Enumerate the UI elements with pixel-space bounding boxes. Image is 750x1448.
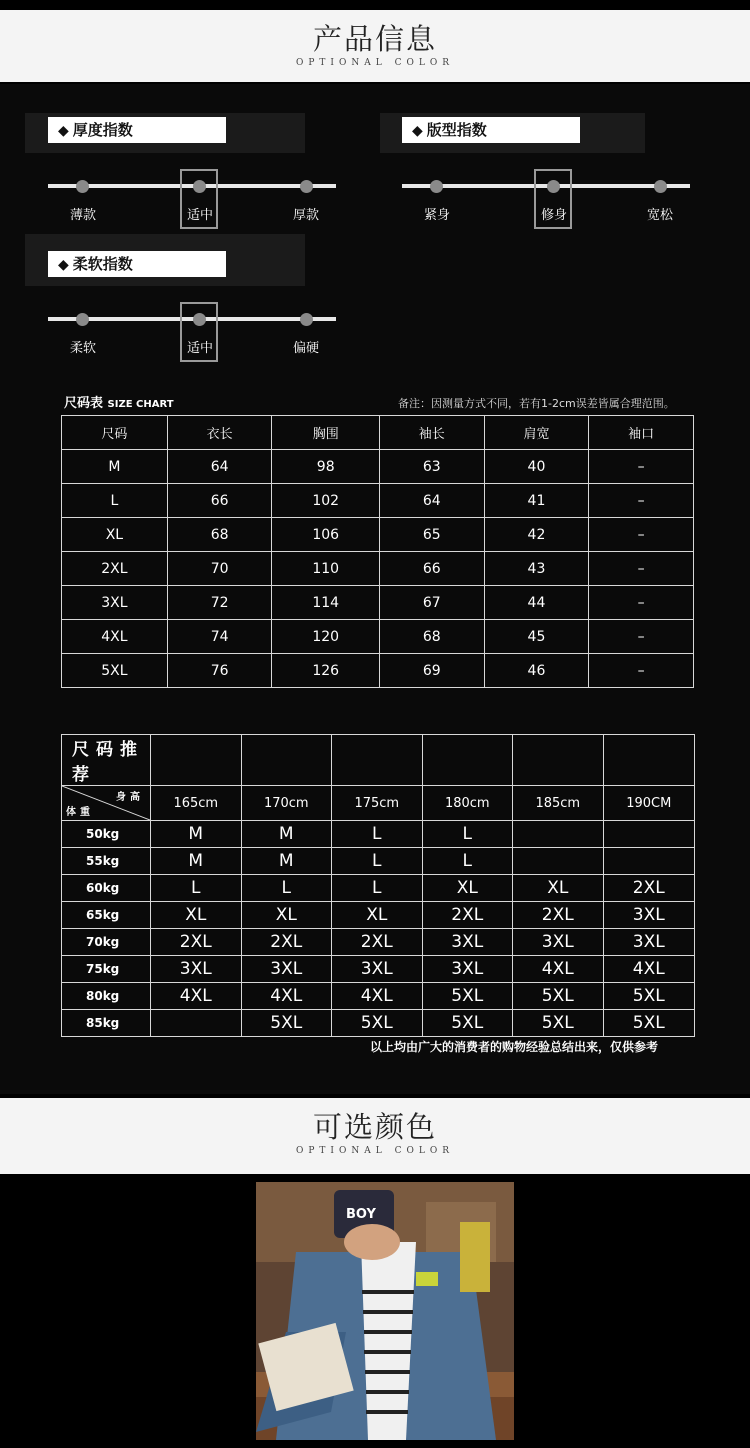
empty-cell xyxy=(603,735,695,786)
size-chart-cell: – xyxy=(589,654,694,688)
recommend-size-cell: 4XL xyxy=(603,956,695,983)
size-chart-cell: 45 xyxy=(484,620,589,654)
weight-cell: 65kg xyxy=(62,902,151,929)
recommend-size-cell: 4XL xyxy=(513,956,604,983)
recommend-size-cell: L xyxy=(151,875,242,902)
recommend-size-cell: 3XL xyxy=(422,929,513,956)
weight-cell: 85kg xyxy=(62,1010,151,1037)
recommend-size-cell xyxy=(603,821,695,848)
recommend-size-cell: 3XL xyxy=(513,929,604,956)
size-chart-cell: 44 xyxy=(484,586,589,620)
recommend-size-cell: 4XL xyxy=(241,983,332,1010)
size-recommend-table xyxy=(61,734,695,1037)
size-chart-title-cn: 尺码表 xyxy=(64,396,104,411)
size-chart-cell: – xyxy=(589,552,694,586)
size-chart-header-cell: 胸围 xyxy=(272,416,379,450)
section-subtitle: OPTIONAL COLOR xyxy=(296,58,454,68)
empty-cell xyxy=(332,735,423,786)
recommend-size-cell: 2XL xyxy=(332,929,423,956)
table-row xyxy=(62,450,694,484)
weight-cell: 70kg xyxy=(62,929,151,956)
phone-case-text: BOY xyxy=(346,1207,376,1222)
size-chart-cell: 110 xyxy=(272,552,379,586)
weight-cell: 80kg xyxy=(62,983,151,1010)
size-chart-header-cell: 肩宽 xyxy=(484,416,589,450)
height-label: 身高 xyxy=(116,792,144,803)
recommend-size-cell xyxy=(513,821,604,848)
size-chart-cell: M xyxy=(62,450,168,484)
table-row xyxy=(62,875,695,902)
recommend-size-cell: 5XL xyxy=(513,983,604,1010)
diamond-icon: ◆ xyxy=(58,123,69,139)
recommend-size-cell: L xyxy=(332,821,423,848)
size-chart-cell: L xyxy=(62,484,168,518)
size-chart-cell: 68 xyxy=(379,620,484,654)
size-chart-cell: 64 xyxy=(167,450,272,484)
recommend-title-row xyxy=(62,735,695,786)
option-label-selected: 修身 xyxy=(540,208,567,223)
empty-cell xyxy=(151,735,242,786)
size-chart-header-cell: 袖长 xyxy=(379,416,484,450)
table-row xyxy=(62,620,694,654)
top-strip xyxy=(0,0,750,10)
size-chart-cell: 46 xyxy=(484,654,589,688)
size-chart-cell: 65 xyxy=(379,518,484,552)
option-label: 宽松 xyxy=(646,208,673,223)
option-label: 偏硬 xyxy=(292,341,319,356)
table-row xyxy=(62,484,694,518)
recommend-size-cell: M xyxy=(151,848,242,875)
size-chart-cell: XL xyxy=(62,518,168,552)
slider-dot xyxy=(76,313,89,326)
weight-cell: 75kg xyxy=(62,956,151,983)
height-header-cell: 175cm xyxy=(332,786,423,821)
size-chart-cell: 43 xyxy=(484,552,589,586)
label-text: 厚度指数 xyxy=(72,121,133,139)
option-label: 紧身 xyxy=(423,208,450,223)
height-header-cell: 190CM xyxy=(603,786,695,821)
section-title: 产品信息 xyxy=(312,22,437,56)
recommend-size-cell: XL xyxy=(422,875,513,902)
size-chart-cell: 2XL xyxy=(62,552,168,586)
table-row xyxy=(62,956,695,983)
table-row xyxy=(62,518,694,552)
recommend-size-cell: M xyxy=(241,821,332,848)
table-row xyxy=(62,654,694,688)
size-chart-cell: 72 xyxy=(167,586,272,620)
option-label-selected: 适中 xyxy=(186,208,213,223)
recommend-size-cell: 5XL xyxy=(603,983,695,1010)
size-chart-cell: 102 xyxy=(272,484,379,518)
table-row xyxy=(62,586,694,620)
size-chart-cell: – xyxy=(589,450,694,484)
recommend-size-cell: 5XL xyxy=(241,1010,332,1037)
table-row xyxy=(62,848,695,875)
section-banner-color xyxy=(0,1098,750,1174)
recommend-size-cell: 2XL xyxy=(422,902,513,929)
empty-cell xyxy=(513,735,604,786)
table-row xyxy=(62,902,695,929)
recommend-title: 尺码推荐 xyxy=(62,735,151,786)
size-chart-cell: 66 xyxy=(379,552,484,586)
recommend-size-cell: 3XL xyxy=(603,929,695,956)
size-chart-cell: 40 xyxy=(484,450,589,484)
weight-cell: 50kg xyxy=(62,821,151,848)
size-chart-cell: 68 xyxy=(167,518,272,552)
recommend-size-cell: 2XL xyxy=(241,929,332,956)
softness-index-label xyxy=(48,251,226,277)
weight-cell: 55kg xyxy=(62,848,151,875)
recommend-size-cell: 3XL xyxy=(241,956,332,983)
recommend-size-cell: 3XL xyxy=(603,902,695,929)
size-chart-title xyxy=(64,392,174,411)
slider-dot xyxy=(300,313,313,326)
slider-dot xyxy=(76,180,89,193)
section-subtitle: OPTIONAL COLOR xyxy=(296,1146,454,1156)
size-chart-header-cell: 尺码 xyxy=(62,416,168,450)
recommend-size-cell: 5XL xyxy=(422,983,513,1010)
product-photo xyxy=(256,1182,514,1440)
weight-label: 体重 xyxy=(66,807,94,818)
recommend-size-cell: 2XL xyxy=(151,929,242,956)
recommend-size-cell: L xyxy=(332,848,423,875)
recommend-size-cell xyxy=(513,848,604,875)
table-row xyxy=(62,552,694,586)
fit-index-label xyxy=(402,117,580,143)
recommend-size-cell: 5XL xyxy=(332,1010,423,1037)
height-weight-corner xyxy=(62,786,151,821)
size-chart-cell: – xyxy=(589,586,694,620)
size-chart-cell: 98 xyxy=(272,450,379,484)
option-label: 薄款 xyxy=(69,208,96,223)
recommend-size-cell: 5XL xyxy=(513,1010,604,1037)
size-chart-cell: 63 xyxy=(379,450,484,484)
option-label-selected: 适中 xyxy=(186,341,213,356)
weight-cell: 60kg xyxy=(62,875,151,902)
size-chart-header-cell: 袖口 xyxy=(589,416,694,450)
recommend-size-cell: 2XL xyxy=(513,902,604,929)
thickness-index-label xyxy=(48,117,226,143)
table-header-row xyxy=(62,416,694,450)
recommend-size-cell: L xyxy=(332,875,423,902)
size-chart-cell: 106 xyxy=(272,518,379,552)
recommend-footnote: 以上均由广大的消费者的购物经验总结出来，仅供参考 xyxy=(370,1040,659,1054)
size-chart-cell: 5XL xyxy=(62,654,168,688)
size-chart-table xyxy=(61,415,694,688)
recommend-header-row xyxy=(62,786,695,821)
size-chart-cell: 126 xyxy=(272,654,379,688)
size-chart-cell: 120 xyxy=(272,620,379,654)
section-banner-info xyxy=(0,10,750,82)
size-chart-cell: 69 xyxy=(379,654,484,688)
label-text: 柔软指数 xyxy=(72,255,133,273)
recommend-size-cell: L xyxy=(422,821,513,848)
recommend-size-cell: 4XL xyxy=(151,983,242,1010)
size-chart-cell: 41 xyxy=(484,484,589,518)
size-chart-cell: 74 xyxy=(167,620,272,654)
slider-dot xyxy=(654,180,667,193)
recommend-size-cell: 4XL xyxy=(332,983,423,1010)
recommend-size-cell: L xyxy=(422,848,513,875)
slider-dot xyxy=(430,180,443,193)
recommend-size-cell: XL xyxy=(151,902,242,929)
recommend-size-cell: 5XL xyxy=(422,1010,513,1037)
diamond-icon: ◆ xyxy=(58,257,69,273)
size-chart-cell: 70 xyxy=(167,552,272,586)
size-chart-cell: 64 xyxy=(379,484,484,518)
empty-cell xyxy=(422,735,513,786)
table-row xyxy=(62,821,695,848)
recommend-size-cell: XL xyxy=(241,902,332,929)
option-label: 厚款 xyxy=(292,208,319,223)
recommend-size-cell: XL xyxy=(513,875,604,902)
recommend-size-cell: 3XL xyxy=(332,956,423,983)
label-text: 版型指数 xyxy=(426,121,487,139)
size-chart-cell: 67 xyxy=(379,586,484,620)
height-header-cell: 180cm xyxy=(422,786,513,821)
recommend-size-cell: M xyxy=(241,848,332,875)
size-chart-cell: – xyxy=(589,484,694,518)
size-chart-cell: 66 xyxy=(167,484,272,518)
section-title: 可选颜色 xyxy=(312,1110,437,1144)
size-chart-cell: 3XL xyxy=(62,586,168,620)
size-chart-cell: – xyxy=(589,620,694,654)
recommend-size-cell xyxy=(603,848,695,875)
recommend-size-cell: 2XL xyxy=(603,875,695,902)
recommend-size-cell: M xyxy=(151,821,242,848)
denim-jacket-illustration xyxy=(256,1182,514,1440)
height-header-cell: 185cm xyxy=(513,786,604,821)
size-chart-note: 备注：因测量方式不同，若有1-2cm误差皆属合理范围。 xyxy=(398,397,675,410)
size-chart-cell: 42 xyxy=(484,518,589,552)
table-row xyxy=(62,929,695,956)
table-row xyxy=(62,983,695,1010)
size-chart-cell: 4XL xyxy=(62,620,168,654)
height-header-cell: 170cm xyxy=(241,786,332,821)
recommend-size-cell: 5XL xyxy=(603,1010,695,1037)
recommend-size-cell: 3XL xyxy=(151,956,242,983)
height-header-cell: 165cm xyxy=(151,786,242,821)
empty-cell xyxy=(241,735,332,786)
recommend-size-cell xyxy=(151,1010,242,1037)
recommend-size-cell: 3XL xyxy=(422,956,513,983)
option-label: 柔软 xyxy=(69,341,96,356)
recommend-size-cell: XL xyxy=(332,902,423,929)
recommend-size-cell: L xyxy=(241,875,332,902)
slider-dot xyxy=(300,180,313,193)
size-chart-cell: 76 xyxy=(167,654,272,688)
table-row xyxy=(62,1010,695,1037)
size-chart-cell: 114 xyxy=(272,586,379,620)
size-chart-title-en: SIZE CHART xyxy=(107,399,174,410)
size-chart-header-cell: 衣长 xyxy=(167,416,272,450)
diamond-icon: ◆ xyxy=(412,123,423,139)
size-chart-cell: – xyxy=(589,518,694,552)
